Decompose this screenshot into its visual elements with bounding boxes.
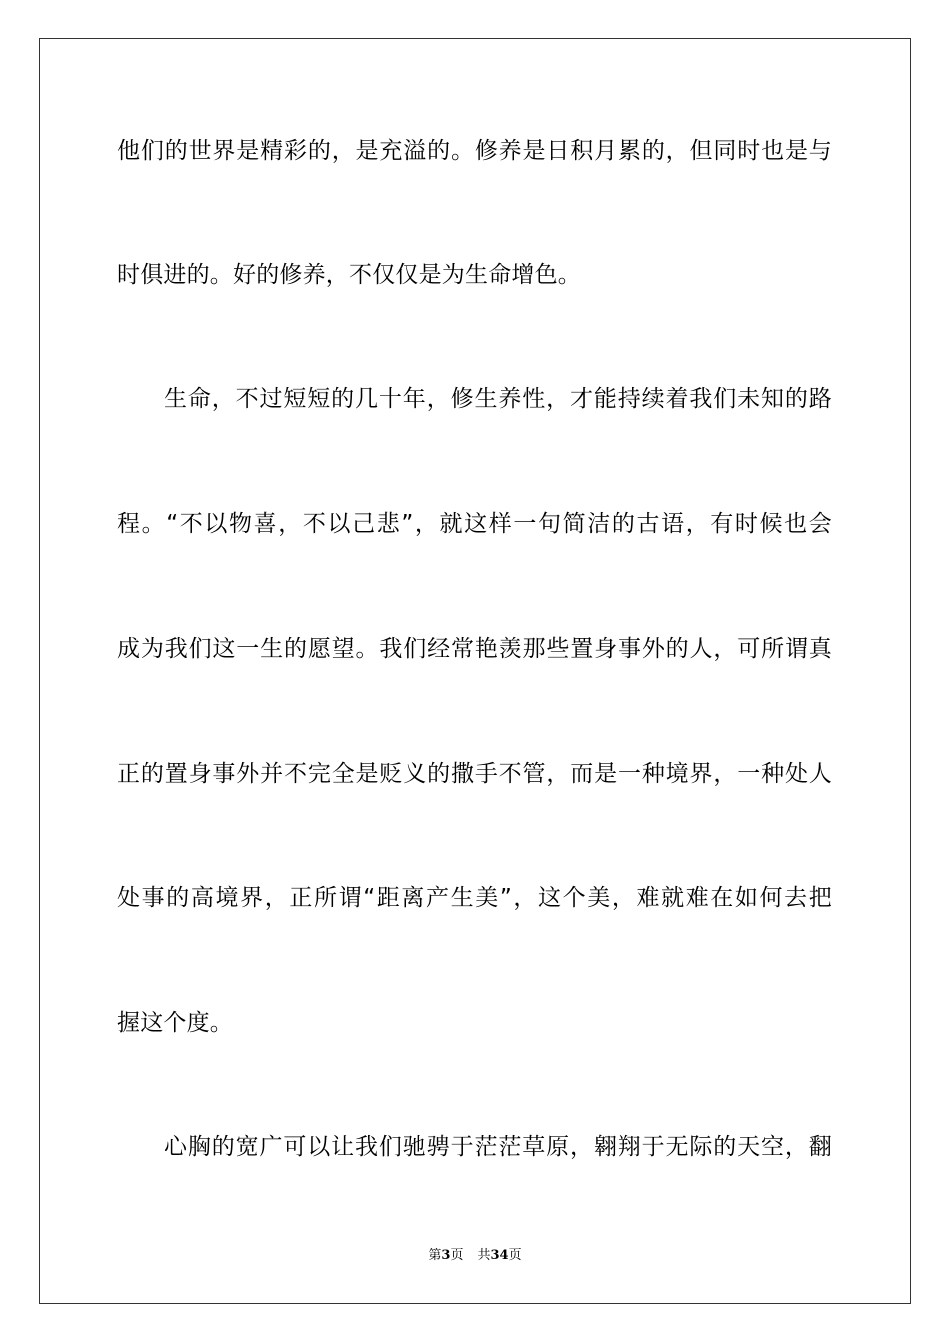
page-number: 3 — [441, 1248, 451, 1263]
page-prefix: 第 — [428, 1248, 442, 1263]
text-line: 握这个度。 — [117, 1010, 233, 1036]
page-footer — [0, 1247, 950, 1265]
text-line: 正的置身事外并不完全是贬义的撒手不管，而是一种境界，一种处人 — [117, 761, 832, 787]
total-prefix: 共 — [477, 1248, 491, 1263]
paragraph-start-line: 生命，不过短短的几十年，修生养性，才能持续着我们未知的路 — [164, 386, 832, 412]
page-suffix: 页 — [450, 1248, 464, 1263]
text-line: 处事的高境界，正所谓“距离产生美”，这个美，难就难在如何去把 — [117, 885, 832, 911]
total-pages: 34 — [490, 1248, 509, 1263]
page-frame — [39, 38, 911, 1304]
text-line: 程。“不以物喜，不以己悲”，就这样一句简洁的古语，有时候也会 — [117, 511, 832, 537]
text-line: 时俱进的。好的修养，不仅仅是为生命增色。 — [117, 262, 581, 288]
text-line: 成为我们这一生的愿望。我们经常艳羡那些置身事外的人，可所谓真 — [117, 636, 832, 662]
paragraph-start-line: 心胸的宽广可以让我们驰骋于茫茫草原，翱翔于无际的天空，翻 — [164, 1134, 832, 1160]
total-suffix: 页 — [508, 1248, 522, 1263]
text-line: 他们的世界是精彩的，是充溢的。修养是日积月累的，但同时也是与 — [117, 138, 832, 164]
